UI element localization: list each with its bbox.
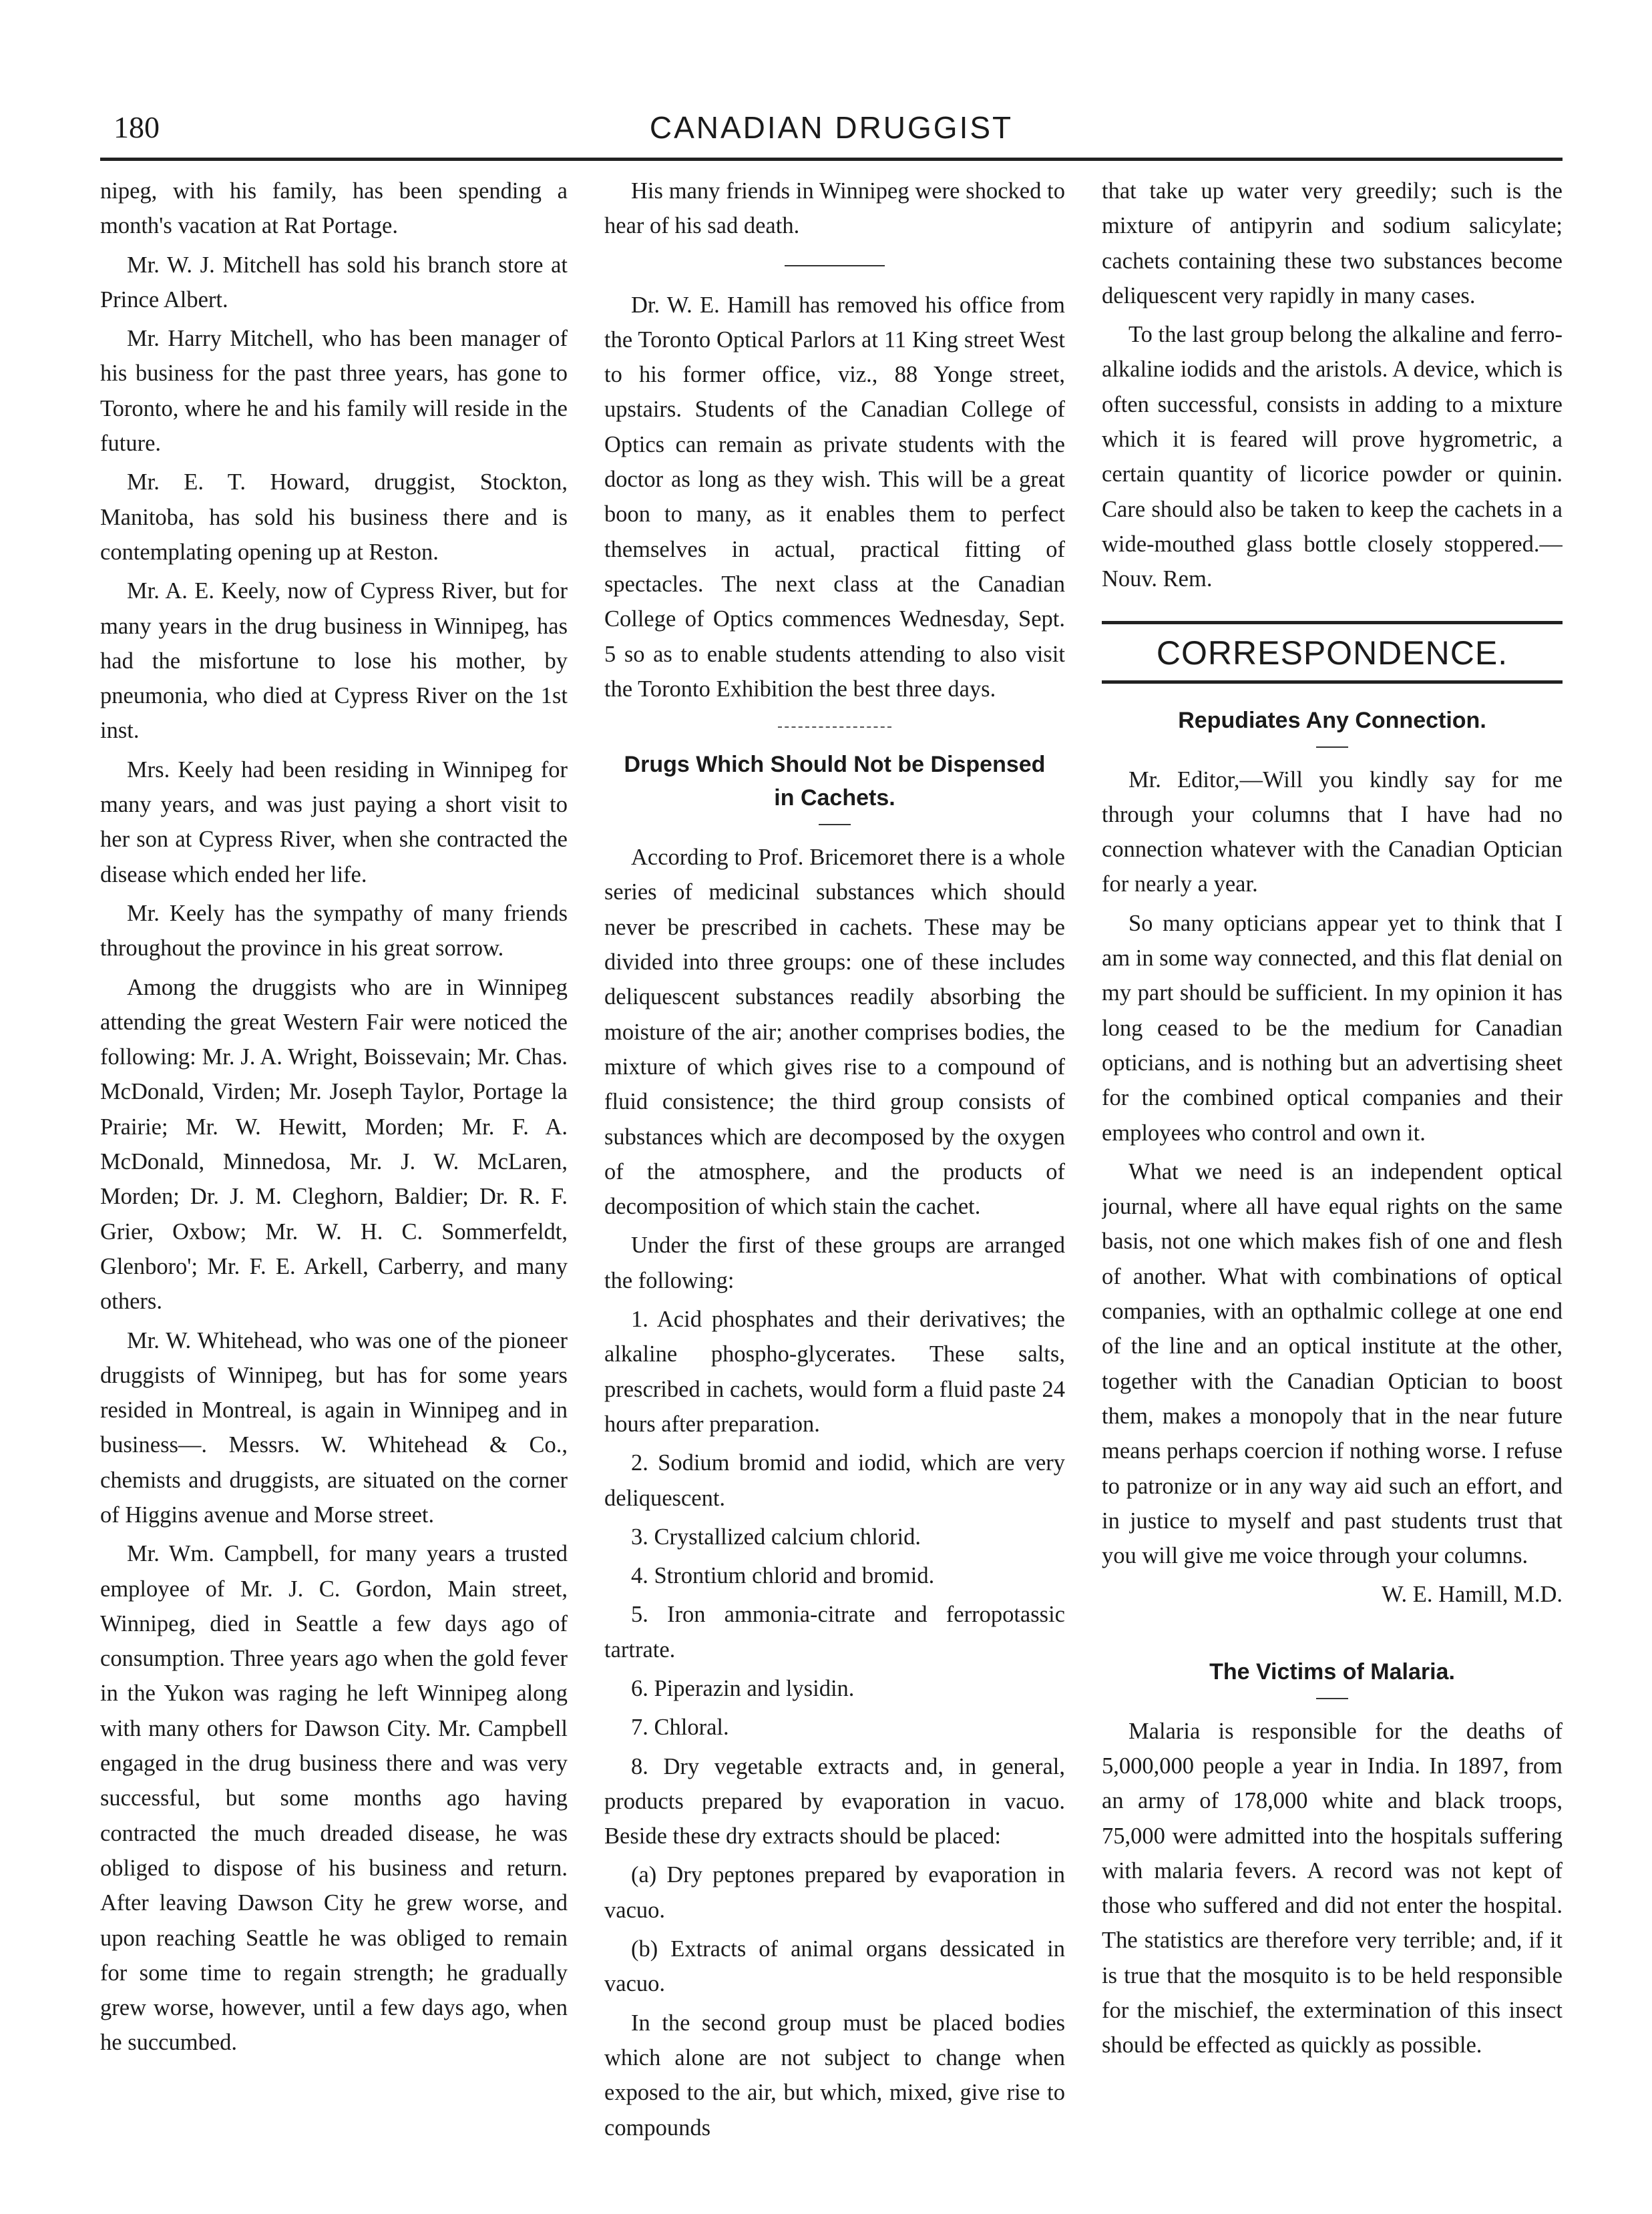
article-title: The Victims of Malaria. xyxy=(1209,1658,1455,1685)
paragraph: Mr. E. T. Howard, druggist, Stockton, Manitoba, has sold his business there and is contemplating opening up at Reston. xyxy=(100,469,568,565)
separator-rule xyxy=(785,265,885,266)
column-3 xyxy=(1102,174,1563,2183)
spacer xyxy=(1102,1616,1563,1651)
paragraph: What we need is an independent optical journal, where all have equal rights on the same basis, not one which makes fish of one and flesh of another. What with combinations of optical companies, with an opthalmic college at one end of the line and an optical institute at the other, together with the Canadian Optician to boost them, makes a monopoly that in the near future means perhaps coercion if nothing worse. I refuse to patronize or in any way aid such an effort, and in justice to myself and past students trust that you will give me voice through your columns. xyxy=(1102,1158,1563,1569)
paragraph: In the second group must be placed bodies which alone are not subject to change when exposed to the air, but which, mixed, give rise to compounds xyxy=(604,2010,1065,2141)
paragraph: Among the druggists who are in Winnipeg attending the great Western Fair were noticed the following: Mr. J. A. Wright, Boissevain; Mr. Chas. McDonald, Virden; Mr. Joseph Taylor, Portage la Prairie; Mr. W. Hewitt, Morden; Mr. F. A. McDonald, Minnedosa, Mr. J. W. McLaren, Morden; Dr. J. M. Cleghorn, Baldier; Dr. R. F. Grier, Oxbow; Mr. W. H. C. Sommerfeldt, Glenboro'; Mr. F. E. Arkell, Carberry, and many others. xyxy=(100,974,568,1315)
section-heading: CORRESPONDENCE. xyxy=(1102,621,1563,684)
paragraph: Mr. A. E. Keely, now of Cypress River, but for many years in the drug business in Winnipeg, has had the misfortune to lose his mother, by pneumonia, who died at Cypress River on the 1st inst. xyxy=(100,578,568,744)
list-item: (a) Dry peptones prepared by evaporation in vacuo. xyxy=(604,1862,1065,1923)
page-number: 180 xyxy=(114,110,160,144)
newspaper-page xyxy=(100,107,1563,2190)
list-item: 6. Piperazin and lysidin. xyxy=(631,1675,855,1701)
separator-rule xyxy=(778,726,891,728)
paragraph: nipeg, with his family, has been spending a month's vacation at Rat Portage. xyxy=(100,178,568,239)
paragraph: Malaria is responsible for the deaths of 5,000,000 people a year in India. In 1897, from an army of 178,000 white and black troops, 75,000 were admitted into the hospitals suffering with malaria fevers. A record was not kept of those who suffered and did not enter the hospital. The statistics are therefore very terrible; and, if it is true that the mosquito is to be held responsible for the mischief, the extermination of this insect should be effected as quickly as possible. xyxy=(1102,1718,1563,2058)
list-item: 5. Iron ammonia-citrate and ferropotassic tartrate. xyxy=(604,1602,1065,1663)
paragraph: Mr. W. Whitehead, who was one of the pioneer druggists of Winnipeg, but has for some years resided in Montreal, is again in Winnipeg and in business—. Messrs. W. Whitehead & Co., chemists and druggists, are situated on the corner of Higgins avenue and Morse street. xyxy=(100,1327,568,1528)
paragraph: Mr. W. J. Mitchell has sold his branch store at Prince Albert. xyxy=(100,252,568,312)
list-item: 2. Sodium bromid and iodid, which are very deliquescent. xyxy=(604,1450,1065,1511)
paragraph: According to Prof. Bricemoret there is a whole series of medicinal substances which should never be prescribed in cachets. These may be divided into three groups: one of these includes deliquescent substances readily absorbing the moisture of the air; another comprises bodies, the mixture of which gives rise to a compound of fluid consistence; the third group consists of substances which are decomposed by the oxygen of the atmosphere, and the products of decomposition of which stain the cachet. xyxy=(604,845,1065,1220)
journal-title: CANADIAN DRUGGIST xyxy=(649,110,1014,145)
paragraph: To the last group belong the alkaline and ferro-alkaline iodids and the aristols. A device, which is often successful, consists in adding to a mixture which it is feared will prove hygrometric, a certain quantity of licorice powder or quinin. Care should also be taken to keep the cachets in a wide-mouthed glass bottle closely stoppered.—Nouv. Rem. xyxy=(1102,322,1563,592)
title-rule xyxy=(1316,746,1348,748)
paragraph: So many opticians appear yet to think that I am in some way connected, and this flat denial on my part should be sufficient. In my opinion it has long ceased to be the medium for Canadian opticians, and is nothing but an advertising sheet for the combined optical companies and their employees who control and own it. xyxy=(1102,910,1563,1146)
column-1 xyxy=(100,174,568,2183)
column-2 xyxy=(604,174,1065,2183)
letter-title: Repudiates Any Connection. xyxy=(1178,707,1486,733)
list-item: 4. Strontium chlorid and bromid. xyxy=(631,1563,935,1589)
paragraph: Mrs. Keely had been residing in Winnipeg for many years, and was just paying a short visit to her son at Cypress River, when she contracted the disease which ended her life. xyxy=(100,756,568,887)
title-rule xyxy=(1316,1698,1348,1699)
page-header xyxy=(100,107,1563,154)
paragraph: Dr. W. E. Hamill has removed his office from the Toronto Optical Parlors at 11 King street West to his former office, viz., 88 Yonge street, upstairs. Students of the Canadian College of Optics can remain as private students with the doctor as long as they wish. This will be a great boon to many, as it enables them to perfect themselves in actual, practical fitting of spectacles. The next class at the Canadian College of Optics commences Wednesday, Sept. 5 so as to enable students attending to also visit the Toronto Exhibition the best three days. xyxy=(604,292,1065,702)
paragraph: Mr. Wm. Campbell, for many years a trusted employee of Mr. J. C. Gordon, Main street, Winnipeg, died in Seattle a few days ago of consumption. Three years ago when the gold fever in the Yukon was raging he left Winnipeg along with many others for Dawson City. Mr. Campbell engaged in the drug business there and was very successful, but some months ago having contracted the much dreaded disease, he was obliged to dispose of his business and return. After leaving Dawson City he grew worse, and upon reaching Seattle he was obliged to remain for some time to regain strength; he gradually grew worse, however, until a few days ago, when he succumbed. xyxy=(100,1541,568,2056)
paragraph: that take up water very greedily; such is the mixture of antipyrin and sodium salicylate; cachets containing these two substances become deliquescent very rapidly in many cases. xyxy=(1102,178,1563,308)
header-rule xyxy=(100,158,1563,161)
list-item: 8. Dry vegetable extracts and, in general, products prepared by evaporation in vacuo. Beside these dry extracts should be placed: xyxy=(604,1753,1065,1849)
paragraph: Mr. Editor,—Will you kindly say for me through your columns that I have had no connection whatever with the Canadian Optician for nearly a year. xyxy=(1102,766,1563,897)
title-rule xyxy=(819,824,851,825)
list-item: 1. Acid phosphates and their derivatives; the alkaline phospho-glycerates. These salts, prescribed in cachets, would form a fluid paste 24 hours after preparation. xyxy=(604,1307,1065,1437)
paragraph: Mr. Harry Mitchell, who has been manager of his business for the past three years, has gone to Toronto, where he and his family will reside in the future. xyxy=(100,326,568,457)
list-item: (b) Extracts of animal organs dessicated in vacuo. xyxy=(604,1936,1065,1997)
article-title: Drugs Which Should Not be Dispensed in Cachets. xyxy=(624,752,1046,811)
list-item: 3. Crystallized calcium chlorid. xyxy=(631,1524,921,1550)
list-item: 7. Chloral. xyxy=(631,1715,729,1741)
paragraph: His many friends in Winnipeg were shocked to hear of his sad death. xyxy=(604,178,1065,239)
paragraph: Mr. Keely has the sympathy of many friends throughout the province in his great sorrow. xyxy=(100,900,568,961)
letter-signature: W. E. Hamill, M.D. xyxy=(1382,1582,1563,1608)
paragraph: Under the first of these groups are arranged the following: xyxy=(604,1233,1065,1293)
